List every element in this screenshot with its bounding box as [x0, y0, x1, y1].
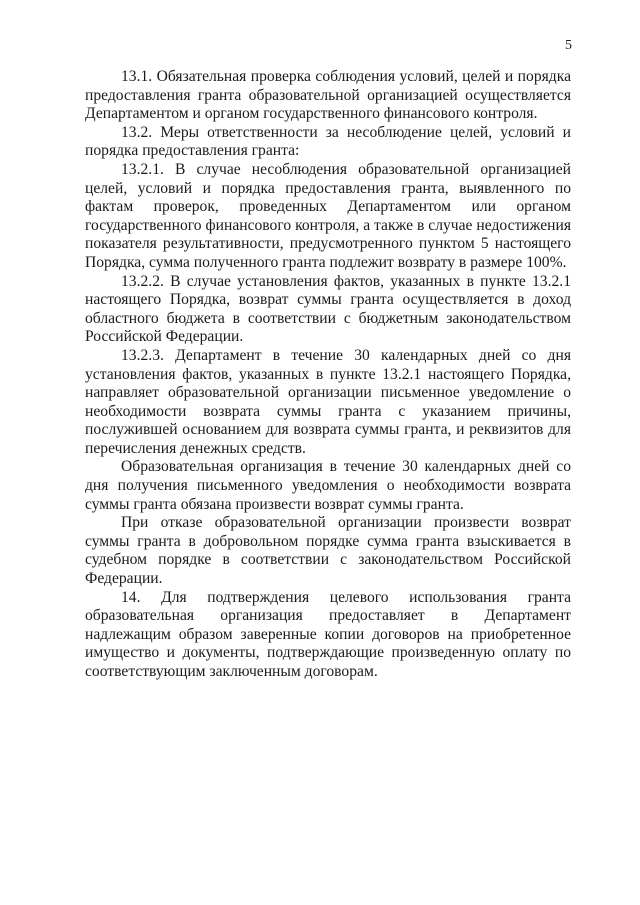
page-number: 5	[565, 38, 572, 53]
paragraph-refund-deadline: Образовательная организация в течение 30 календарных дней со дня получения письменного уведомления о необходимости возврата суммы гранта обязана произвести возврат суммы гранта.	[85, 458, 571, 513]
paragraph-14: 14. Для подтверждения целевого использования гранта образовательная организация предоставляет в Департамент надлежащим образом заверенные копии договоров на приобретенное имущество и документы, подтверждающие произведенную оплату по соответствующим заключенным договорам.	[85, 588, 571, 680]
paragraph-13-2: 13.2. Меры ответственности за несоблюдение целей, условий и порядка предоставления гранта:	[85, 123, 571, 160]
document-body	[85, 68, 571, 682]
paragraph-13-2-1: 13.2.1. В случае несоблюдения образовательной организацией целей, условий и порядка предоставления гранта, выявленного по фактам проверок, проведенных Департаментом или органом государственного финансового контроля, а также в случае недостижения показателя результативности, предусмотренного пунктом 5 настоящего Порядка, сумма полученного гранта подлежит возврату в размере 100%.	[85, 160, 571, 271]
paragraph-13-2-3: 13.2.3. Департамент в течение 30 календарных дней со дня установления фактов, указанных в пункте 13.2.1 настоящего Порядка, направляет образовательной организации письменное уведомление о необходимости возврата суммы гранта с указанием причины, послужившей основанием для возврата суммы гранта, и реквизитов для перечисления денежных средств.	[85, 346, 571, 457]
paragraph-13-1: 13.1. Обязательная проверка соблюдения условий, целей и порядка предоставления гранта образовательной организацией осуществляется Департаментом и органом государственного финансового контроля.	[85, 68, 571, 123]
paragraph-refund-refusal: При отказе образовательной организации произвести возврат суммы гранта в добровольном порядке сумма гранта взыскивается в судебном порядке в соответствии с законодательством Российской Федерации.	[85, 514, 571, 588]
paragraph-13-2-2: 13.2.2. В случае установления фактов, указанных в пункте 13.2.1 настоящего Порядка, возврат суммы гранта осуществляется в доход областного бюджета в соответствии с бюджетным законодательством Российской Федерации.	[85, 272, 571, 346]
